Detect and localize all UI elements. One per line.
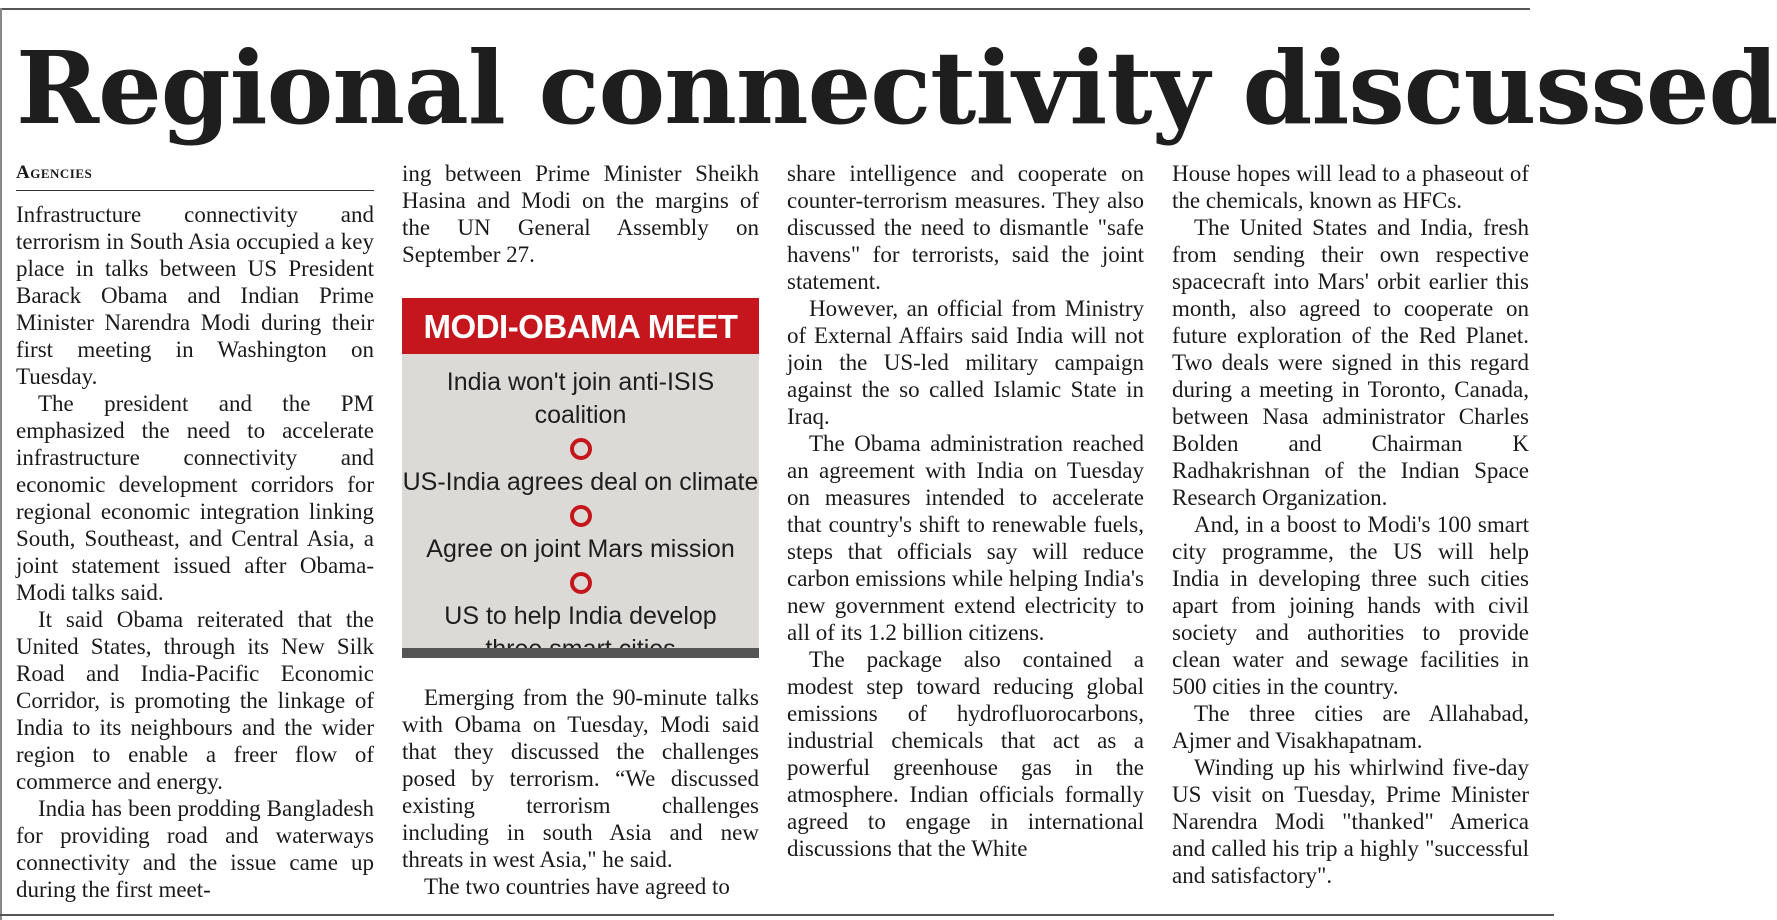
fact-box-items	[402, 366, 759, 666]
paragraph: India has been prodding Bangladesh for providing road and waterways connectivity and the issue came up during the first meet-	[16, 796, 374, 902]
paragraph: The three cities are Allahabad, Ajmer and Visakhapatnam.	[1172, 701, 1529, 753]
paragraph: However, an official from Ministry of External Affairs said India will not join the US-led military campaign against the so called Islamic State in Iraq.	[787, 296, 1144, 429]
paragraph: House hopes will lead to a phaseout of the chemicals, known as HFCs.	[1172, 161, 1529, 213]
fact-box-title: MODI-OBAMA MEET	[402, 298, 759, 354]
paragraph: The president and the PM emphasized the need to accelerate infrastructure connectivity and economic development corridors for regional economic integration linking South, Southeast, and Central Asia, a joint statement issued after Obama-Modi talks said.	[16, 391, 374, 605]
paragraph: The United States and India, fresh from sending their own respective spacecraft into Mars' orbit earlier this month, also agreed to cooperate on future exploration of the Red Planet. Two deals were signed in this regard during a meeting in Toronto, Canada, between Nasa administrator Charles Bolden and Chairman K Radhakrishnan of the Indian Space Research Organization.	[1172, 215, 1529, 510]
headline: Regional connectivity discussed	[16, 29, 1777, 147]
column-2-top	[402, 160, 759, 268]
column-1	[16, 160, 374, 903]
paragraph: The Obama administration reached an agreement with India on Tuesday on measures intended to accelerate that country's shift to renewable fuels, steps that officials say will reduce carbon emissions while helping India's new government extend electricity to all of its 1.2 billion citizens.	[787, 431, 1144, 645]
paragraph: It said Obama reiterated that the United States, through its New Silk Road and India-Pacific Economic Corridor, is promoting the linkage of India to its neighbours and the wider region to enable a freer flow of commerce and energy.	[16, 607, 374, 794]
column-3	[787, 160, 1144, 862]
paragraph: Emerging from the 90-minute talks with Obama on Tuesday, Modi said that they discussed the challenges posed by terrorism. “We discussed existing terrorism challenges including in south Asia and new threats in west Asia," he said.	[402, 685, 759, 872]
column-2-bottom	[402, 684, 759, 900]
paragraph: And, in a boost to Modi's 100 smart city programme, the US will help India in developing three such cities apart from joining hands with civil society and authorities to provide clean water and sewage facilities in 500 cities in the country.	[1172, 512, 1529, 699]
top-rule	[0, 8, 1530, 10]
fact-item: US-India agrees deal on climate	[402, 468, 759, 496]
byline: Agencies	[16, 160, 374, 191]
paragraph: The package also contained a modest step toward reducing global emissions of hydrofluorocarbons, industrial chemicals that act as a powerful greenhouse gas in the atmosphere. Indian officials formally agreed to engage in international discussions that the White	[787, 647, 1144, 861]
column-4	[1172, 160, 1529, 889]
fact-item: Agree on joint Mars mission	[426, 535, 735, 563]
fact-item: India won't join anti-ISIS coalition	[446, 368, 715, 429]
bullet-ring-icon	[570, 572, 592, 594]
paragraph: share intelligence and cooperate on counter-terrorism measures. They also discussed the need to dismantle "safe havens" for terrorists, said the joint statement.	[787, 161, 1144, 294]
bottom-rule	[0, 914, 1554, 916]
paragraph: Infrastructure connectivity and terrorism in South Asia occupied a key place in talks between US President Barack Obama and Indian Prime Minister Narendra Modi during their first meeting in Washington on Tuesday.	[16, 202, 374, 389]
bullet-ring-icon	[570, 438, 592, 460]
paragraph: The two countries have agreed to	[424, 874, 730, 899]
fact-box	[402, 298, 759, 658]
left-rule	[0, 8, 2, 920]
fact-item: US to help India develop	[444, 602, 717, 630]
bullet-ring-icon	[570, 505, 592, 527]
paragraph: Winding up his whirlwind five-day US visit on Tuesday, Prime Minister Narendra Modi "thanked" America and called his trip a highly "successful and satisfactory".	[1172, 755, 1529, 888]
fact-box-base-bar	[402, 648, 759, 658]
paragraph: ing between Prime Minister Sheikh Hasina and Modi on the margins of the UN General Assembly on September 27.	[402, 161, 759, 267]
